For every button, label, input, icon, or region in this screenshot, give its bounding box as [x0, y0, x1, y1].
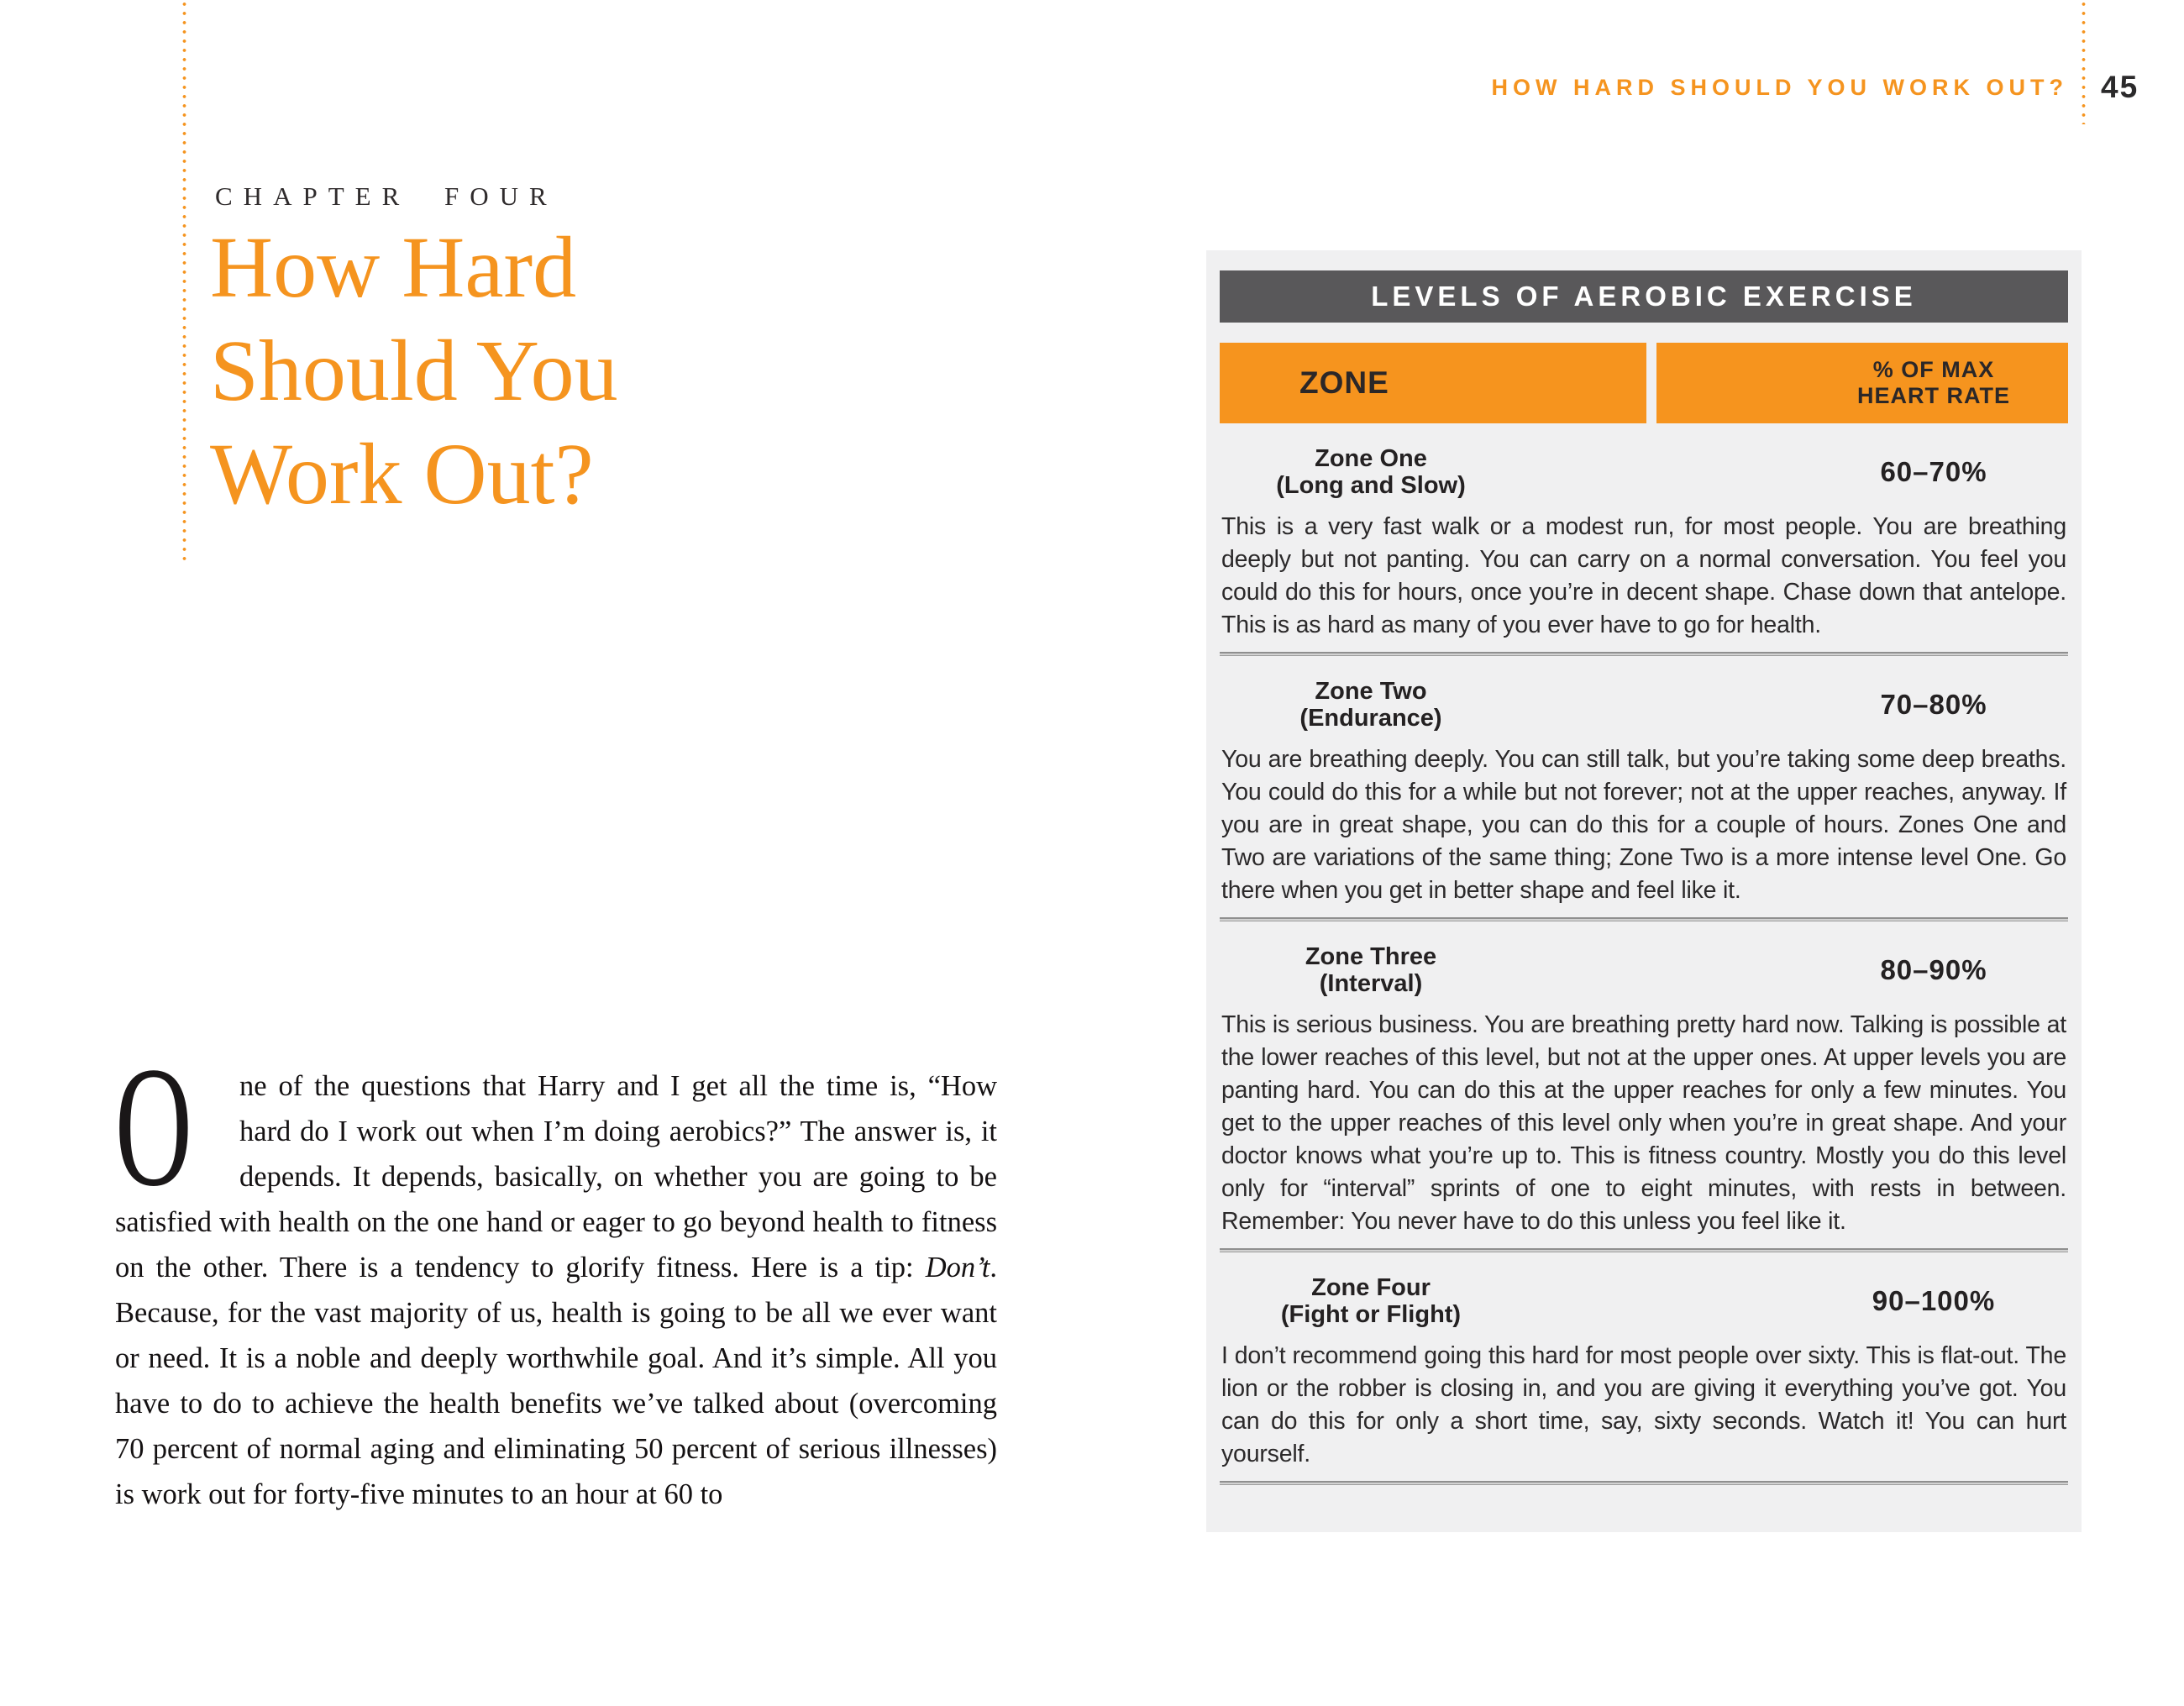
zone-name: [1220, 678, 1522, 732]
zone-name-line-1: Zone Two: [1315, 678, 1427, 705]
row-divider: [1220, 1248, 2068, 1252]
column-header-zone: ZONE: [1220, 343, 1646, 423]
header-dotted-rule: [2082, 0, 2086, 124]
aerobic-levels-table: [1206, 250, 2082, 1532]
table-row: [1220, 1274, 2068, 1485]
table-row: [1220, 678, 2068, 921]
zone-heading: [1220, 943, 2068, 997]
zone-pct: 70–80%: [1880, 689, 1987, 720]
row-divider: [1220, 917, 2068, 921]
table-row: [1220, 943, 2068, 1252]
chapter-title-line-1: How Hard: [210, 219, 577, 316]
column-header-pct: [1656, 343, 2068, 423]
chapter-title-line-2: Should You: [210, 323, 618, 419]
zone-name: [1220, 1274, 1522, 1328]
chapter-title: [210, 216, 618, 526]
zone-description: I don’t recommend going this hard for most people over sixty. This is flat-out. The lion or the robber is closing in, and you are giving it everything you’ve got. You can do this for only a short time, say, sixty seconds. Watch it! You can hurt yourself.: [1221, 1342, 2066, 1467]
zone-pct: 80–90%: [1880, 954, 1987, 985]
running-header: HOW HARD SHOULD YOU WORK OUT?: [1491, 75, 2068, 100]
column-header-pct-line-1: % OF MAX: [1872, 357, 1995, 382]
zone-description: This is a very fast walk or a modest run, for most people. You are breathing deeply but not panting. You can carry on a normal conversation. You feel you could do this for hours, once you’re in decent shape. Chase down that antelope. This is as hard as many of you ever have to go for health.: [1221, 513, 2066, 638]
zone-pct: 90–100%: [1872, 1285, 1996, 1316]
page-number: 45: [2101, 70, 2139, 104]
zone-pct: 60–70%: [1880, 456, 1987, 487]
left-dotted-rule: [182, 0, 186, 565]
chapter-label: CHAPTER FOUR: [215, 181, 558, 211]
chapter-title-line-3: Work Out?: [210, 426, 594, 522]
body-text-italic: Don’t: [925, 1252, 990, 1283]
zone-name: [1220, 943, 1522, 997]
zone-name-line-1: Zone Four: [1311, 1274, 1431, 1301]
body-paragraph: [115, 1031, 997, 1517]
zone-name-line-2: (Interval): [1319, 970, 1423, 997]
zone-heading: [1220, 678, 2068, 732]
table-row: [1220, 445, 2068, 656]
zone-name-line-2: (Fight or Flight): [1280, 1301, 1462, 1328]
zone-name-line-1: Zone Three: [1305, 943, 1437, 970]
zone-name-line-1: Zone One: [1315, 445, 1427, 472]
zone-name: [1220, 445, 1522, 499]
column-header-pct-line-2: HEART RATE: [1857, 383, 2010, 408]
zone-heading: [1220, 445, 2068, 499]
row-divider: [1220, 1481, 2068, 1485]
zone-description: You are breathing deeply. You can still talk, but you’re taking some deep breaths. You could do this for a while but not forever; not at the upper reaches, anyway. If you are in great shape, you can do this for a couple of hours. Zones One and Two are variations of the same thing; Zone Two is a more intense level One. Go there when you get in better shape and feel like it.: [1221, 746, 2066, 904]
zone-name-line-2: (Long and Slow): [1276, 472, 1466, 499]
table-header-row: [1220, 343, 2068, 423]
table-title-bar: LEVELS OF AEROBIC EXERCISE: [1220, 270, 2068, 323]
row-divider: [1220, 652, 2068, 656]
zone-name-line-2: (Endurance): [1299, 705, 1442, 732]
zone-description: This is serious business. You are breathing pretty hard now. Talking is possible at the lower reaches of this level, but not at the upper ones. At upper levels you are panting hard. You can do this at the upper reaches for only a few minutes. You get to the upper reaches of this level only when you’re in great shape. And your doctor knows what you’re up to. This is fitness country. Mostly you do this level only for “interval” sprints of one to eight minutes, with rests in between. Remember: You never have to do this unless you feel like it.: [1221, 1011, 2066, 1235]
body-text-after-italic: . Because, for the vast majority of us, health is going to be all we ever want or need. It is a noble and deeply worthwhile goal. And it’s simple. All you have to do to achieve the health benefits we’ve talked about (overcoming 70 percent of normal aging and eliminating 50 percent of serious illnesses) is work out for forty-five minutes to an hour at 60 to: [115, 1252, 997, 1510]
zone-heading: [1220, 1274, 2068, 1328]
body-text-before-italic: ne of the questions that Harry and I get all the time is, “How hard do I work out when I’m doing aerobics?” The answer is, it depends. It depends, basically, on whether you are going to be satisfied with health on the one hand or eager to go beyond health to fitness on the other. There is a tendency to glorify fitness. Here is a tip:: [115, 1070, 997, 1283]
dropcap-letter: O: [115, 1031, 192, 1222]
